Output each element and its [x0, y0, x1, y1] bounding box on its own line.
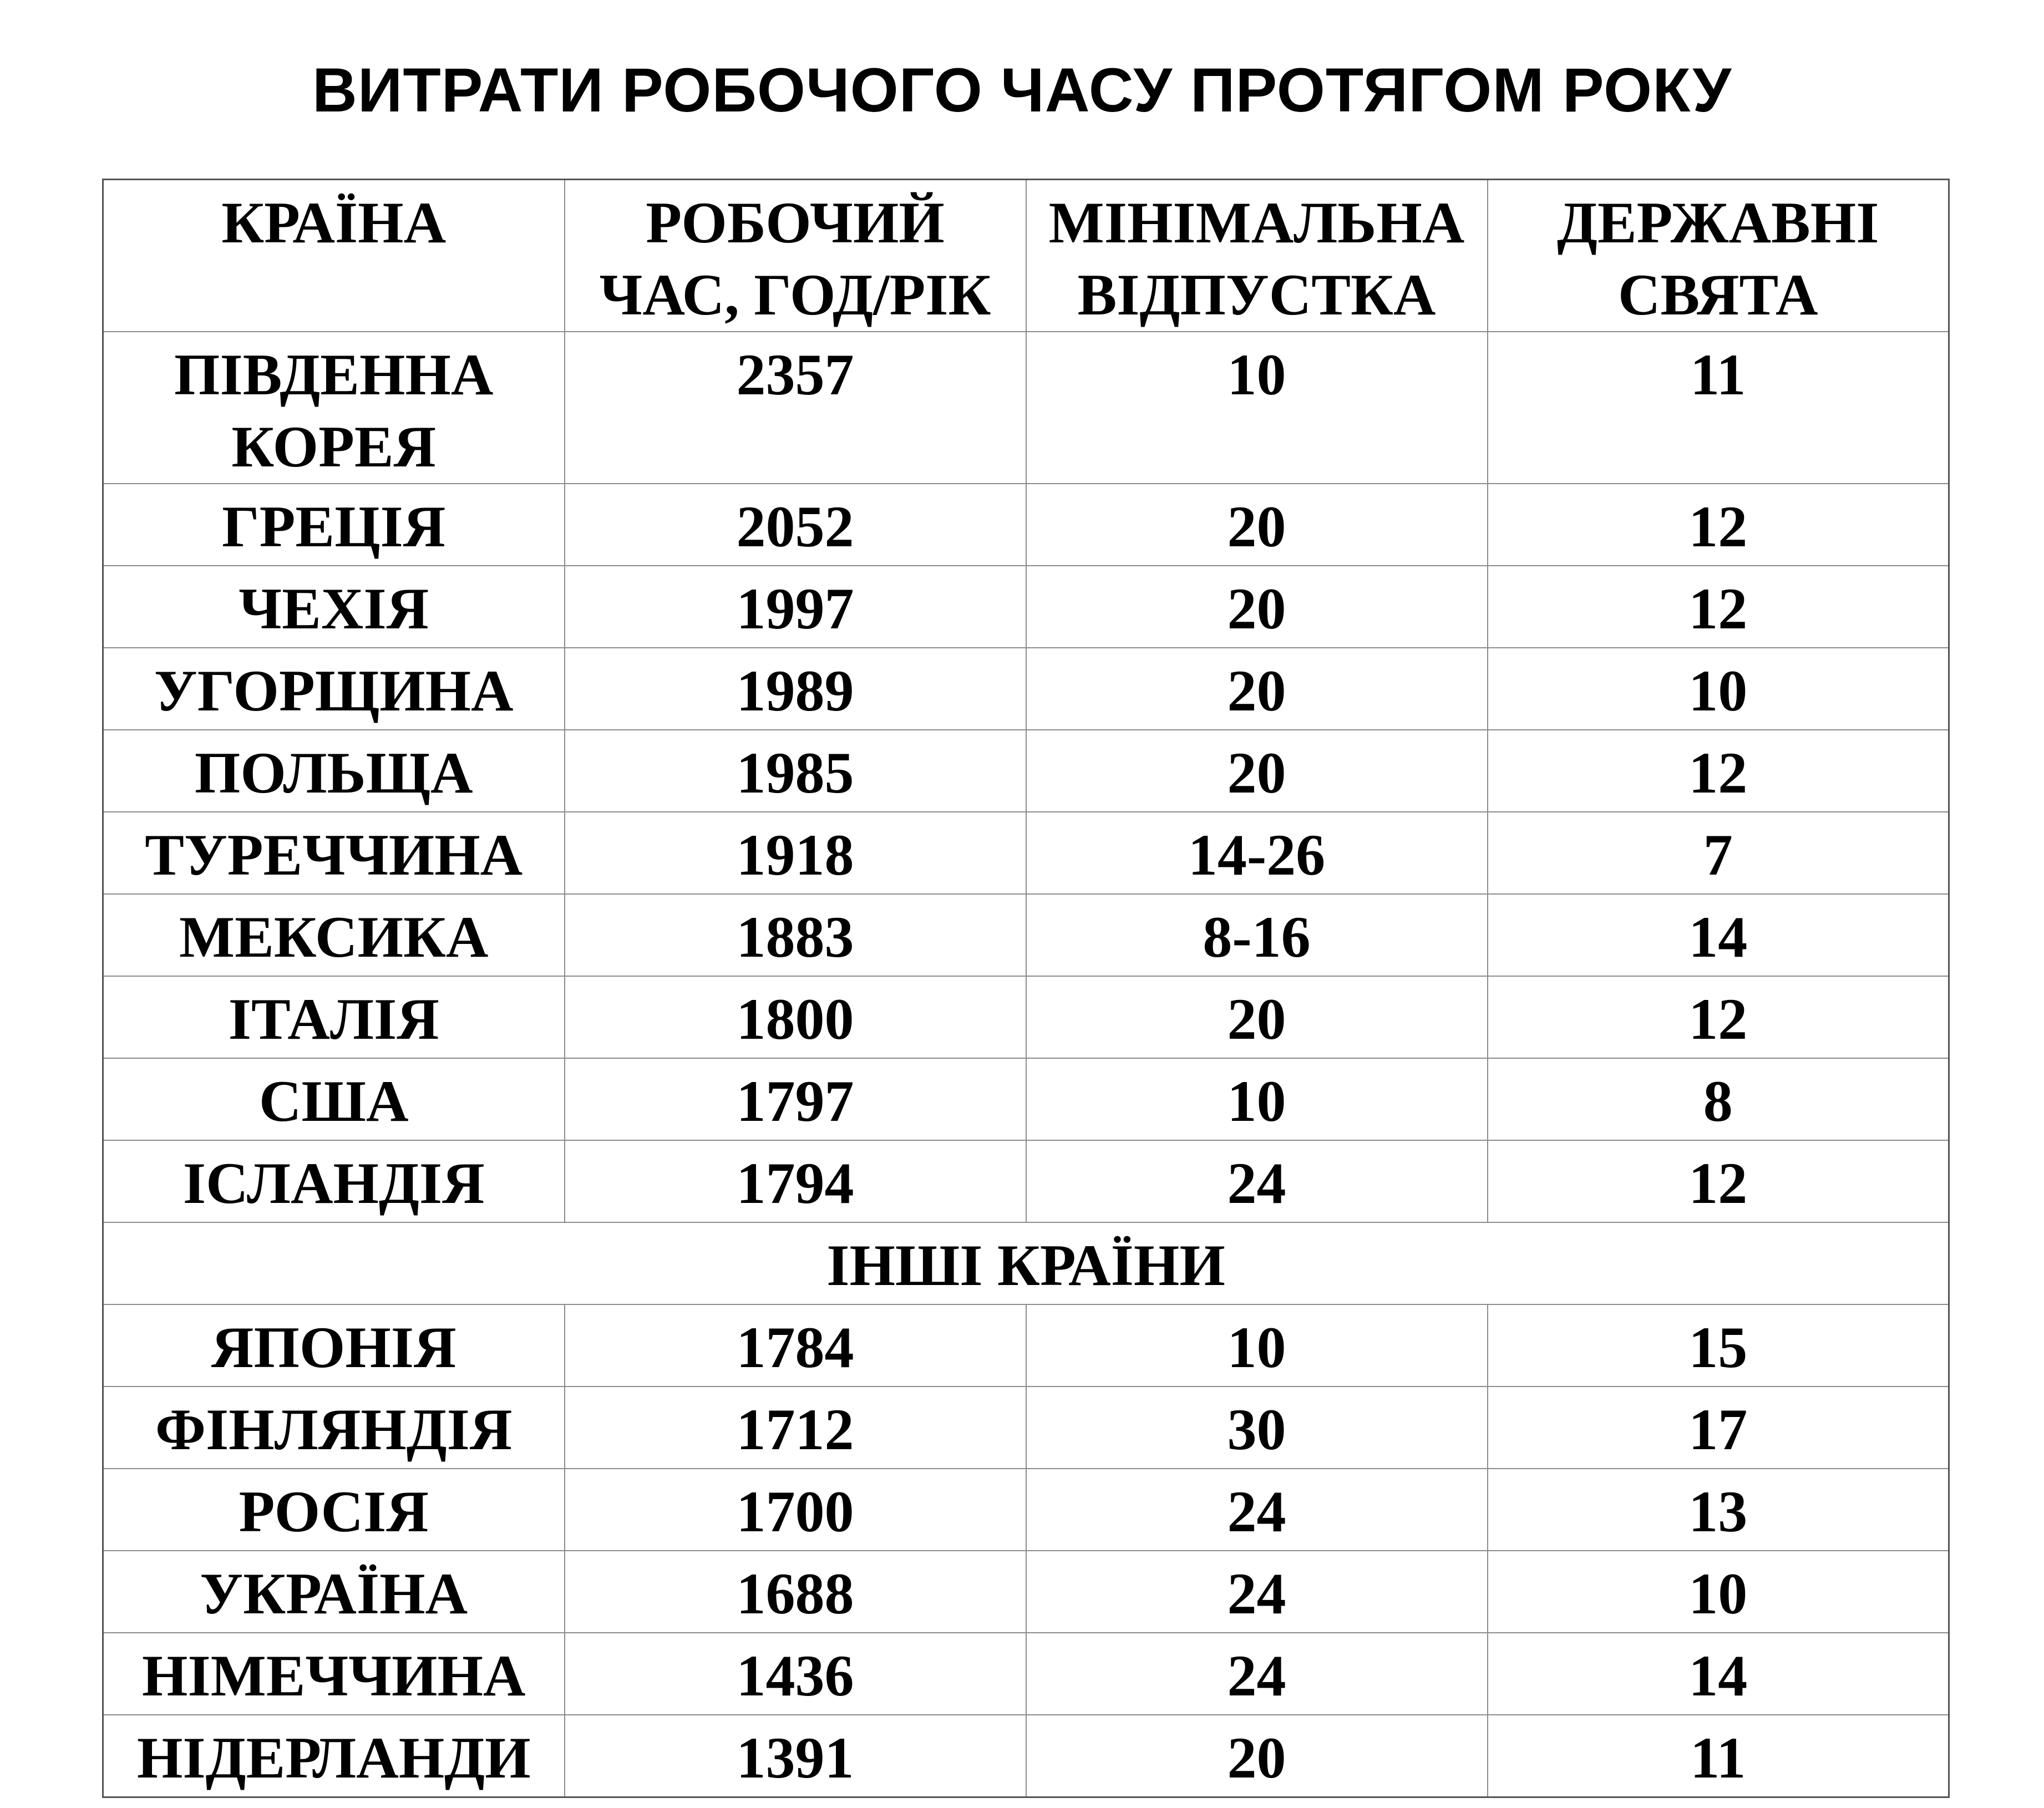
hours-cell: 2052 — [565, 484, 1026, 566]
country-cell-line: НІДЕРЛАНДИ — [136, 1725, 531, 1790]
column-header-country — [103, 180, 565, 332]
vacation-cell: 20 — [1026, 484, 1488, 566]
country-cell-line: ФІНЛЯНДІЯ — [155, 1397, 513, 1462]
country-cell — [103, 1633, 565, 1715]
holidays-cell: 12 — [1488, 730, 1949, 812]
country-cell — [103, 812, 565, 894]
holidays-cell: 15 — [1488, 1304, 1949, 1387]
table-row — [103, 1140, 1949, 1222]
holidays-cell: 12 — [1488, 484, 1949, 566]
country-cell — [103, 1715, 565, 1797]
vacation-cell: 14-26 — [1026, 812, 1488, 894]
table-row — [103, 1469, 1949, 1551]
hours-cell: 1688 — [565, 1551, 1026, 1633]
table-row — [103, 1551, 1949, 1633]
working-time-table — [102, 179, 1950, 1798]
table-body — [103, 332, 1949, 1797]
vacation-cell: 20 — [1026, 1715, 1488, 1797]
vacation-cell: 24 — [1026, 1551, 1488, 1633]
hours-cell: 1784 — [565, 1304, 1026, 1387]
table-row — [103, 1058, 1949, 1140]
header-line: РОБОЧИЙ — [646, 190, 945, 255]
header-line: ДЕРЖАВНІ — [1557, 190, 1879, 255]
country-cell — [103, 566, 565, 648]
table-row — [103, 894, 1949, 976]
holidays-cell: 12 — [1488, 566, 1949, 648]
vacation-cell: 20 — [1026, 648, 1488, 730]
country-cell — [103, 1140, 565, 1222]
header-line: МІНІМАЛЬНА — [1048, 190, 1465, 255]
country-cell — [103, 648, 565, 730]
holidays-cell: 10 — [1488, 1551, 1949, 1633]
country-cell-line: ПІВДЕННА — [174, 342, 494, 407]
table-row — [103, 1387, 1949, 1469]
country-cell-line: ПОЛЬЩА — [194, 740, 473, 805]
hours-cell: 1997 — [565, 566, 1026, 648]
country-cell — [103, 894, 565, 976]
vacation-cell: 10 — [1026, 332, 1488, 484]
table-row — [103, 1304, 1949, 1387]
column-header-hours — [565, 180, 1026, 332]
country-cell — [103, 332, 565, 484]
vacation-cell: 20 — [1026, 566, 1488, 648]
column-header-holidays — [1488, 180, 1949, 332]
table-row — [103, 976, 1949, 1058]
country-cell-line: КОРЕЯ — [231, 414, 437, 479]
country-cell-line: ІТАЛІЯ — [228, 987, 439, 1052]
country-cell-line: ЧЕХІЯ — [239, 576, 429, 641]
country-cell-line: РОСІЯ — [239, 1479, 429, 1544]
hours-cell: 1712 — [565, 1387, 1026, 1469]
country-cell-line: ЯПОНІЯ — [211, 1315, 457, 1380]
vacation-cell: 20 — [1026, 730, 1488, 812]
table-row — [103, 648, 1949, 730]
vacation-cell: 20 — [1026, 976, 1488, 1058]
hours-cell: 1800 — [565, 976, 1026, 1058]
table-row — [103, 1633, 1949, 1715]
hours-cell: 1797 — [565, 1058, 1026, 1140]
header-line: ВІДПУСТКА — [1077, 262, 1436, 327]
header-line: ЧАС, ГОД/РІК — [599, 262, 991, 327]
country-cell-line: ГРЕЦІЯ — [222, 494, 446, 559]
country-cell-line: НІМЕЧЧИНА — [142, 1643, 526, 1708]
hours-cell: 2357 — [565, 332, 1026, 484]
holidays-cell: 17 — [1488, 1387, 1949, 1469]
vacation-cell: 8-16 — [1026, 894, 1488, 976]
holidays-cell: 12 — [1488, 1140, 1949, 1222]
holidays-cell: 7 — [1488, 812, 1949, 894]
column-header-vacation — [1026, 180, 1488, 332]
header-line: СВЯТА — [1618, 262, 1818, 327]
table-row — [103, 332, 1949, 484]
hours-cell: 1700 — [565, 1469, 1026, 1551]
country-cell-line: ТУРЕЧЧИНА — [145, 822, 523, 887]
vacation-cell: 24 — [1026, 1633, 1488, 1715]
table-row — [103, 1715, 1949, 1797]
header-row — [103, 180, 1949, 332]
vacation-cell: 10 — [1026, 1304, 1488, 1387]
page-title: ВИТРАТИ РОБОЧОГО ЧАСУ ПРОТЯГОМ РОКУ — [312, 55, 1732, 125]
vacation-cell: 10 — [1026, 1058, 1488, 1140]
hours-cell: 1985 — [565, 730, 1026, 812]
country-cell-line: МЕКСИКА — [179, 905, 489, 969]
section-row-other-countries — [103, 1222, 1949, 1304]
table-row — [103, 484, 1949, 566]
country-cell — [103, 1058, 565, 1140]
country-cell-line: УКРАЇНА — [200, 1561, 468, 1626]
holidays-cell: 14 — [1488, 1633, 1949, 1715]
country-cell — [103, 1387, 565, 1469]
table-row — [103, 730, 1949, 812]
holidays-cell: 8 — [1488, 1058, 1949, 1140]
vacation-cell: 24 — [1026, 1140, 1488, 1222]
table-row — [103, 812, 1949, 894]
vacation-cell: 24 — [1026, 1469, 1488, 1551]
hours-cell: 1436 — [565, 1633, 1026, 1715]
country-cell — [103, 1551, 565, 1633]
hours-cell: 1883 — [565, 894, 1026, 976]
holidays-cell: 14 — [1488, 894, 1949, 976]
hours-cell: 1391 — [565, 1715, 1026, 1797]
country-cell — [103, 976, 565, 1058]
country-cell — [103, 730, 565, 812]
header-line: КРАЇНА — [221, 190, 447, 255]
country-cell-line: УГОРЩИНА — [154, 658, 514, 723]
country-cell-line: ІСЛАНДІЯ — [182, 1151, 485, 1216]
country-cell — [103, 1469, 565, 1551]
holidays-cell: 11 — [1488, 332, 1949, 484]
holidays-cell: 12 — [1488, 976, 1949, 1058]
hours-cell: 1989 — [565, 648, 1026, 730]
holidays-cell: 11 — [1488, 1715, 1949, 1797]
country-cell-line: США — [258, 1069, 409, 1134]
holidays-cell: 10 — [1488, 648, 1949, 730]
hours-cell: 1918 — [565, 812, 1026, 894]
table-row — [103, 566, 1949, 648]
vacation-cell: 30 — [1026, 1387, 1488, 1469]
hours-cell: 1794 — [565, 1140, 1026, 1222]
country-cell — [103, 1304, 565, 1387]
holidays-cell: 13 — [1488, 1469, 1949, 1551]
section-label: ІНШІ КРАЇНИ — [103, 1222, 1949, 1304]
country-cell — [103, 484, 565, 566]
